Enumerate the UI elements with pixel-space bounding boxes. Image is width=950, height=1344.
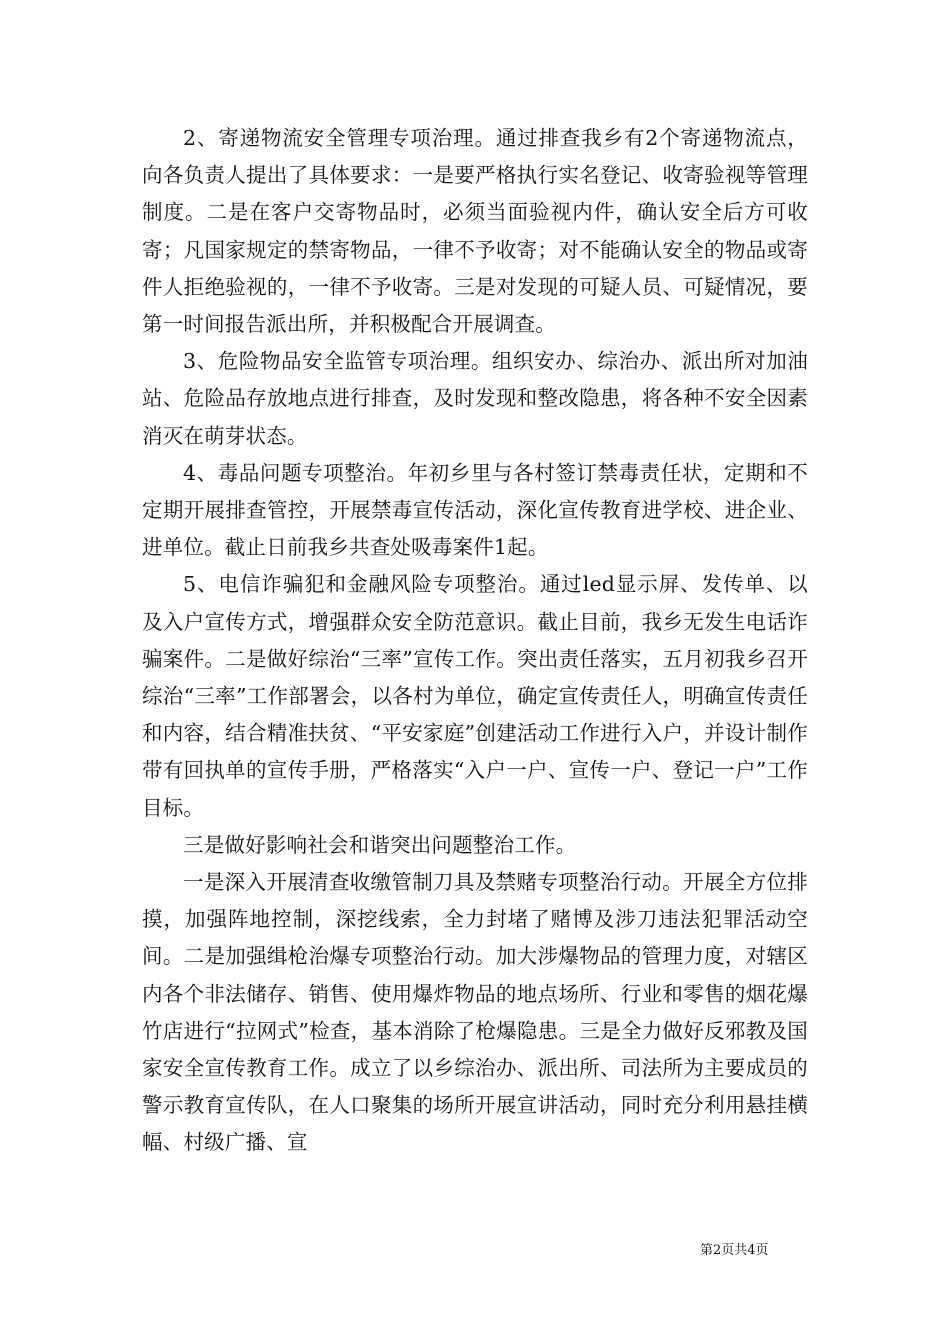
paragraph-courier-logistics: 2、寄递物流安全管理专项治理。通过排查我乡有2个寄递物流点，向各负责人提出了具体要求：一是要严格执行实名登记、收寄验视等管理制度。二是在客户交寄物品时，必须当面验视内件，确认安全后方可收寄；凡国家规定的禁寄物品，一律不予收寄；对不能确认安全的物品或寄件人拒绝验视的，一律不予收寄。三是对发现的可疑人员、可疑情况，要第一时间报告派出所，并积极配合开展调查。: [142, 126, 808, 337]
paragraph-hazardous-goods: 3、危险物品安全监管专项治理。组织安办、综治办、派出所对加油站、危险品存放地点进行排查，及时发现和整改隐患，将各种不安全因素消灭在萌芽状态。: [142, 349, 808, 448]
page-number: 第2页共4页: [700, 1243, 769, 1258]
paragraph-section-heading: 三是做好影响社会和谐突出问题整治工作。: [183, 832, 577, 857]
paragraph-telecom-fraud: 5、电信诈骗犯和金融风险专项整治。通过led显示屏、发传单、以及入户宣传方式，增强群众安全防范意识。截止目前，我乡无发生电话诈骗案件。二是做好综治“三率”宣传工作。突出责任落实，五月初我乡召开综治“三率”工作部署会，以各村为单位，确定宣传责任人，明确宣传责任和内容，结合精准扶贫、“平安家庭”创建活动工作进行入户，并设计制作带有回执单的宣传手册，严格落实“入户一户、宣传一户、登记一户”工作目标。: [142, 572, 808, 820]
paragraph-special-actions: 一是深入开展清查收缴管制刀具及禁赌专项整治行动。开展全方位排摸，加强阵地控制，深挖线索，全力封堵了赌博及涉刀违法犯罪活动空间。二是加强缉枪治爆专项整治行动。加大涉爆物品的管理力度，对辖区内各个非法储存、销售、使用爆炸物品的地点场所、行业和零售的烟花爆竹店进行“拉网式”检查，基本消除了枪爆隐患。三是全力做好反邪教及国家安全宣传教育工作。成立了以乡综治办、派出所、司法所为主要成员的警示教育宣传队，在人口聚集的场所开展宣讲活动，同时充分利用悬挂横幅、村级广播、宣: [142, 870, 808, 1155]
paragraph-drug-control: 4、毒品问题专项整治。年初乡里与各村签订禁毒责任状，定期和不定期开展排查管控，开展禁毒宣传活动，深化宣传教育进学校、进企业、进单位。截止日前我乡共查处吸毒案件1起。: [142, 460, 808, 560]
document-body: [142, 120, 808, 1162]
